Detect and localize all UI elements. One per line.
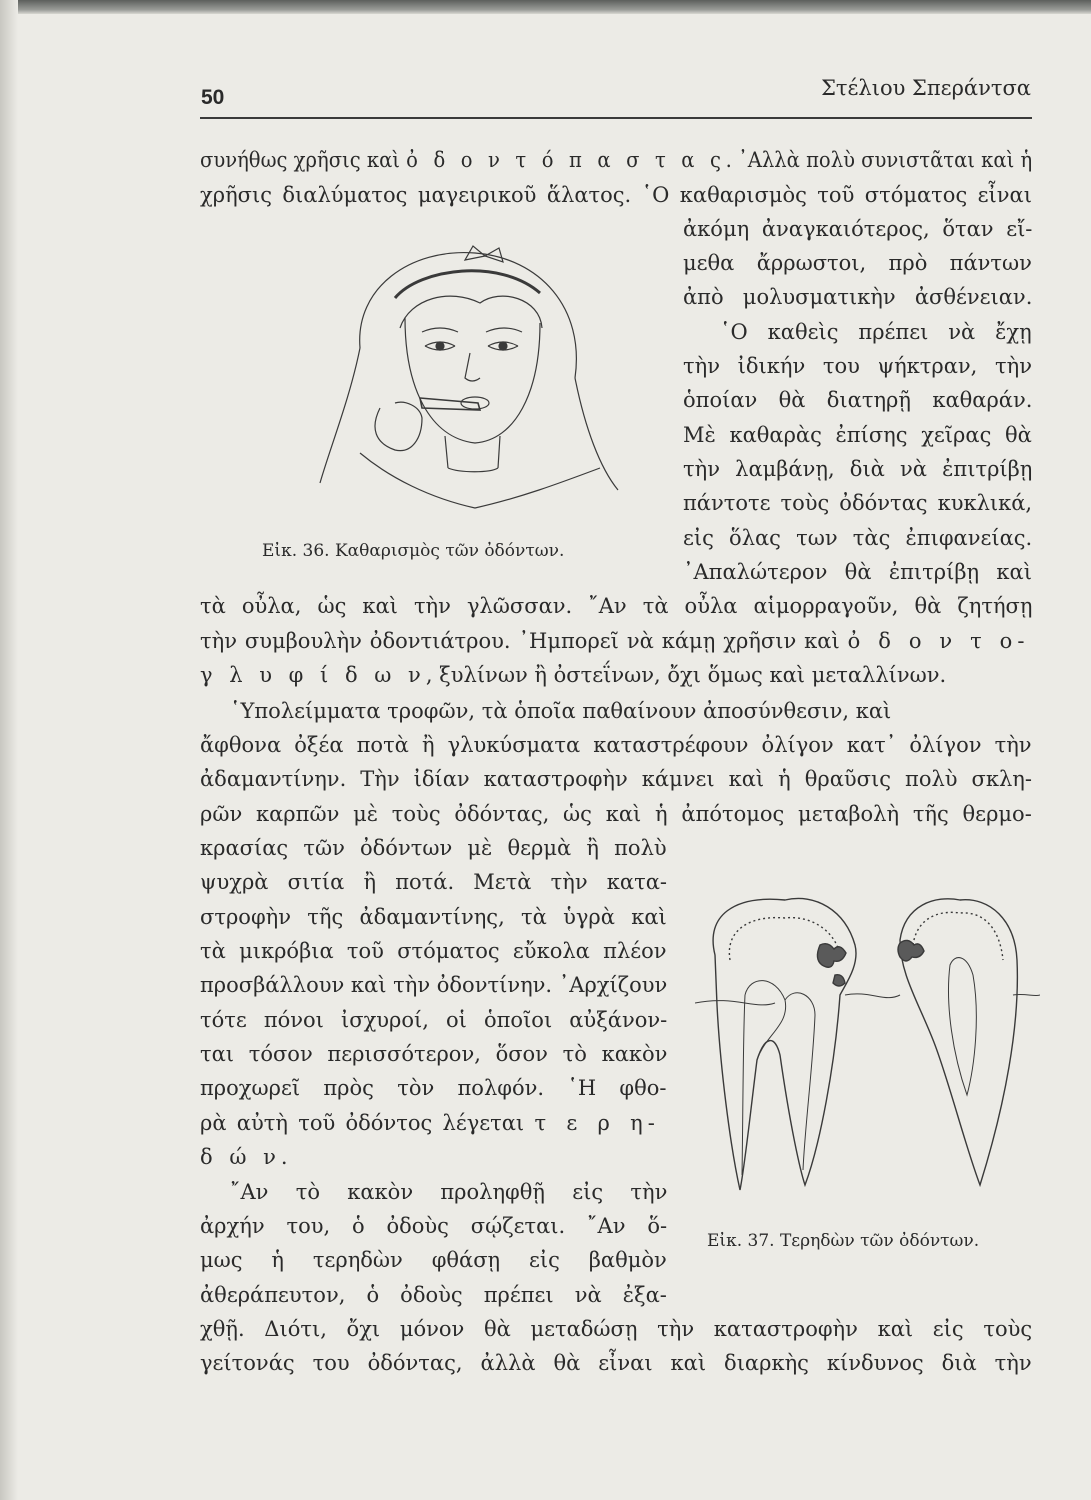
text-line: στροφὴν τῆς ἀδαμαντίνης, τὰ ὑγρὰ καὶ	[200, 905, 667, 929]
text-line: ἀκόμη ἀναγκαιότερος, ὅταν εἴ-	[683, 217, 1033, 241]
text-line: προχωρεῖ πρὸς τὸν πολφόν. ῾Η φθο-	[200, 1076, 667, 1100]
text-line: ἀδαμαντίνην. Τὴν ἰδίαν καταστροφὴν κάμνει καὶ ἡ θραῦσις πολὺ σκλη-	[200, 767, 1032, 791]
text-line: γ λ υ φ ί δ ω ν, ξυλίνων ἢ ὀστεΐνων, ὄχι ὅμως καὶ μεταλλίνων.	[200, 663, 947, 687]
text-line: κρασίας τῶν ὀδόντων μὲ θερμὰ ἢ πολὺ	[200, 836, 667, 860]
text-line: τὰ μικρόβια τοῦ στόματος εὔκολα πλέον	[200, 939, 667, 963]
text-line: ἀρχήν του, ὁ ὀδοὺς σῴζεται. ῎Αν ὅ-	[200, 1214, 668, 1238]
text-line: ἀπὸ μολυσματικὴν ἀσθένειαν.	[683, 285, 1033, 309]
scan-left-shadow	[0, 0, 18, 1500]
text-line: μως ἡ τερηδὼν φθάσῃ εἰς βαθμὸν	[200, 1248, 667, 1272]
text-line: ῾Υπολείμματα τροφῶν, τὰ ὁποῖα παθαίνουν ἀποσύνθεσιν, καὶ	[230, 699, 892, 723]
text-line: χρῆσις διαλύματος μαγειρικοῦ ἅλατος. ῾Ο καθαρισμὸς τοῦ στόματος εἶναι	[200, 183, 1032, 207]
text-line: δ ώ ν.	[200, 1145, 288, 1169]
text-line: πάντοτε τοὺς ὀδόντας κυκλικά,	[683, 491, 1033, 515]
text-line: ψυχρὰ σιτία ἢ ποτά. Μετὰ τὴν κατα-	[200, 870, 667, 894]
text-line: τὴν συμβουλὴν ὀδοντιάτρου. ᾿Ημπορεῖ νὰ κάμῃ χρῆσιν καὶ ὀ δ ο ν τ ο-	[200, 629, 1030, 653]
text-line: τότε πόνοι ἰσχυροί, οἱ ὁποῖοι αὐξάνον-	[200, 1008, 668, 1032]
running-title: Στέλιου Σπεράντσα	[821, 76, 1031, 100]
text-line: ὁποίαν θὰ διατηρῇ καθαράν.	[683, 388, 1033, 412]
text-line: ρῶν καρπῶν μὲ τοὺς ὀδόντας, ὡς καὶ ἡ ἀπότομος μεταβολὴ τῆς θερμο-	[200, 802, 1032, 826]
text-line: τὴν ἰδικήν του ψήκτραν, τὴν	[683, 354, 1033, 378]
text-line: ἄφθονα ὀξέα ποτὰ ἢ γλυκύσματα καταστρέφουν ὀλίγον κατ᾿ ὀλίγον τὴν	[200, 733, 1032, 757]
page-number: 50	[201, 86, 225, 109]
text-line: γείτονάς του ὀδόντας, ἀλλὰ θὰ εἶναι καὶ διαρκὴς κίνδυνος διὰ τὴν	[200, 1351, 1032, 1375]
text-line: ῾Ο καθεὶς πρέπει νὰ ἔχῃ	[720, 320, 1032, 344]
text-line: ἀθεράπευτον, ὁ ὀδοὺς πρέπει νὰ ἐξα-	[200, 1283, 667, 1307]
text-line: ᾿Απαλώτερον θὰ ἐπιτρίβῃ καὶ	[683, 560, 1032, 584]
text-line: χθῇ. Διότι, ὄχι μόνον θὰ μεταδώσῃ τὴν καταστροφὴν καὶ εἰς τοὺς	[200, 1317, 1033, 1341]
text-line: Μὲ καθαρὰς ἐπίσης χεῖρας θὰ	[683, 423, 1032, 447]
text-line: μεθα ἄρρωστοι, πρὸ πάντων	[683, 251, 1032, 275]
figure-37-tooth-decay	[695, 885, 1040, 1205]
scan-top-edge	[0, 0, 1091, 14]
text-line: ῎Αν τὸ κακὸν προληφθῇ εἰς τὴν	[230, 1180, 668, 1204]
text-line: συνήθως χρῆσις καὶ ὀ δ ο ν τ ό π α σ τ α ς. ᾿Αλλὰ πολὺ συνιστᾶται καὶ ἡ	[200, 148, 1033, 172]
figure-36-caption: Εἰκ. 36. Καθαρισμὸς τῶν ὀδόντων.	[262, 541, 565, 561]
header-rule	[200, 117, 1032, 119]
text-line: τὰ οὖλα, ὡς καὶ τὴν γλῶσσαν. ῎Αν τὰ οὖλα αἱμορραγοῦν, θὰ ζητήσῃ	[200, 594, 1033, 618]
text-line: εἰς ὅλας των τὰς ἐπιφανείας.	[683, 526, 1033, 550]
figure-36-girl-brushing-teeth	[300, 228, 640, 528]
text-line: ται τόσον περισσότερον, ὅσον τὸ κακὸν	[200, 1042, 668, 1066]
text-line: τὴν λαμβάνῃ, διὰ νὰ ἐπιτρίβῃ	[683, 457, 1033, 481]
text-line: ρὰ αὐτὴ τοῦ ὀδόντος λέγεται τ ε ρ η-	[200, 1111, 660, 1135]
text-line: προσβάλλουν καὶ τὴν ὀδοντίνην. ᾿Αρχίζουν	[200, 973, 668, 997]
figure-37-caption: Εἰκ. 37. Τερηδὼν τῶν ὀδόντων.	[707, 1231, 980, 1251]
